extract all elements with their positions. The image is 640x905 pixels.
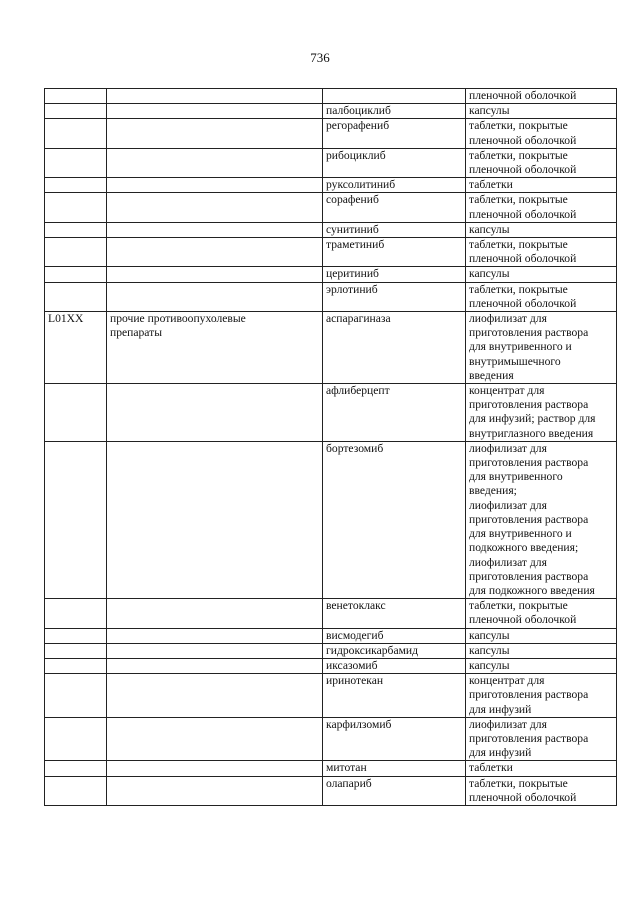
dosage-form-cell: таблетки, покрытые пленочной оболочкой xyxy=(466,599,617,628)
group-name-cell xyxy=(107,222,323,237)
atc-code-cell xyxy=(45,282,107,311)
table-row xyxy=(45,222,617,237)
dosage-form-cell: таблетки, покрытые пленочной оболочкой xyxy=(466,238,617,267)
drug-name-cell: карфилзомиб xyxy=(323,717,466,761)
drug-name-cell: регорафениб xyxy=(323,119,466,148)
table-row xyxy=(45,658,617,673)
table-row xyxy=(45,267,617,282)
drug-table xyxy=(44,88,617,806)
drug-table-body xyxy=(45,89,617,806)
atc-code-cell xyxy=(45,628,107,643)
atc-code-cell xyxy=(45,658,107,673)
dosage-form-cell: таблетки, покрытые пленочной оболочкой xyxy=(466,776,617,805)
dosage-form-cell: пленочной оболочкой xyxy=(466,89,617,104)
atc-code-cell xyxy=(45,238,107,267)
table-row xyxy=(45,104,617,119)
atc-code-cell xyxy=(45,222,107,237)
table-row xyxy=(45,776,617,805)
group-name-cell xyxy=(107,776,323,805)
atc-code-cell xyxy=(45,674,107,718)
drug-name-cell: митотан xyxy=(323,761,466,776)
dosage-form-cell: капсулы xyxy=(466,628,617,643)
atc-code-cell: L01XX xyxy=(45,312,107,384)
group-name-cell xyxy=(107,658,323,673)
drug-name-cell: висмодегиб xyxy=(323,628,466,643)
table-row xyxy=(45,119,617,148)
dosage-form-cell: капсулы xyxy=(466,267,617,282)
group-name-cell xyxy=(107,119,323,148)
atc-code-cell xyxy=(45,148,107,177)
page-number: 736 xyxy=(310,50,330,65)
dosage-form-cell: капсулы xyxy=(466,658,617,673)
atc-code-cell xyxy=(45,119,107,148)
drug-name-cell: рибоциклиб xyxy=(323,148,466,177)
drug-name-cell: палбоциклиб xyxy=(323,104,466,119)
table-row xyxy=(45,148,617,177)
table-row xyxy=(45,384,617,442)
group-name-cell xyxy=(107,384,323,442)
table-row xyxy=(45,441,617,598)
table-row xyxy=(45,643,617,658)
dosage-form-cell: лиофилизат для приготовления раствора для инфузий xyxy=(466,717,617,761)
dosage-form-cell: таблетки, покрытые пленочной оболочкой xyxy=(466,119,617,148)
group-name-cell xyxy=(107,674,323,718)
atc-code-cell xyxy=(45,599,107,628)
drug-name-cell: сорафениб xyxy=(323,193,466,222)
dosage-form-cell: капсулы xyxy=(466,643,617,658)
group-name-cell xyxy=(107,599,323,628)
group-name-cell xyxy=(107,148,323,177)
table-row xyxy=(45,628,617,643)
group-name-cell xyxy=(107,441,323,598)
table-row xyxy=(45,761,617,776)
atc-code-cell xyxy=(45,267,107,282)
table-row xyxy=(45,89,617,104)
atc-code-cell xyxy=(45,761,107,776)
group-name-cell xyxy=(107,267,323,282)
group-name-cell xyxy=(107,104,323,119)
group-name-cell xyxy=(107,282,323,311)
drug-name-cell xyxy=(323,89,466,104)
table-row xyxy=(45,178,617,193)
drug-name-cell: сунитиниб xyxy=(323,222,466,237)
table-row xyxy=(45,282,617,311)
drug-name-cell: траметиниб xyxy=(323,238,466,267)
group-name-cell xyxy=(107,178,323,193)
dosage-form-cell: капсулы xyxy=(466,104,617,119)
drug-name-cell: церитиниб xyxy=(323,267,466,282)
dosage-form-cell: таблетки, покрытые пленочной оболочкой xyxy=(466,282,617,311)
dosage-form-cell: таблетки, покрытые пленочной оболочкой xyxy=(466,148,617,177)
dosage-form-cell: капсулы xyxy=(466,222,617,237)
drug-name-cell: иринотекан xyxy=(323,674,466,718)
atc-code-cell xyxy=(45,104,107,119)
drug-name-cell: венетоклакс xyxy=(323,599,466,628)
drug-name-cell: аспарагиназа xyxy=(323,312,466,384)
drug-name-cell: бортезомиб xyxy=(323,441,466,598)
atc-code-cell xyxy=(45,441,107,598)
drug-name-cell: олапариб xyxy=(323,776,466,805)
table-row xyxy=(45,312,617,384)
table-row xyxy=(45,193,617,222)
dosage-form-cell: лиофилизат для приготовления раствора для внутривенного и внутримышечного введения xyxy=(466,312,617,384)
dosage-form-cell: лиофилизат для приготовления раствора для внутривенного введения; лиофилизат для приготовления раствора для внутривенного и подкожного введения; лиофилизат для приготовления раствора для подкожного введения xyxy=(466,441,617,598)
table-row xyxy=(45,717,617,761)
atc-code-cell xyxy=(45,384,107,442)
atc-code-cell xyxy=(45,643,107,658)
atc-code-cell xyxy=(45,89,107,104)
group-name-cell xyxy=(107,628,323,643)
drug-name-cell: гидроксикарбамид xyxy=(323,643,466,658)
dosage-form-cell: концентрат для приготовления раствора для инфузий xyxy=(466,674,617,718)
atc-code-cell xyxy=(45,178,107,193)
group-name-cell: прочие противоопухолевые препараты xyxy=(107,312,323,384)
group-name-cell xyxy=(107,238,323,267)
drug-name-cell: афлиберцепт xyxy=(323,384,466,442)
group-name-cell xyxy=(107,643,323,658)
atc-code-cell xyxy=(45,776,107,805)
group-name-cell xyxy=(107,761,323,776)
dosage-form-cell: таблетки xyxy=(466,178,617,193)
group-name-cell xyxy=(107,717,323,761)
drug-name-cell: руксолитиниб xyxy=(323,178,466,193)
drug-name-cell: эрлотиниб xyxy=(323,282,466,311)
group-name-cell xyxy=(107,193,323,222)
dosage-form-cell: таблетки, покрытые пленочной оболочкой xyxy=(466,193,617,222)
dosage-form-cell: таблетки xyxy=(466,761,617,776)
group-name-cell xyxy=(107,89,323,104)
table-row xyxy=(45,674,617,718)
atc-code-cell xyxy=(45,193,107,222)
drug-name-cell: иксазомиб xyxy=(323,658,466,673)
table-row xyxy=(45,599,617,628)
atc-code-cell xyxy=(45,717,107,761)
table-row xyxy=(45,238,617,267)
dosage-form-cell: концентрат для приготовления раствора для инфузий; раствор для внутриглазного введения xyxy=(466,384,617,442)
